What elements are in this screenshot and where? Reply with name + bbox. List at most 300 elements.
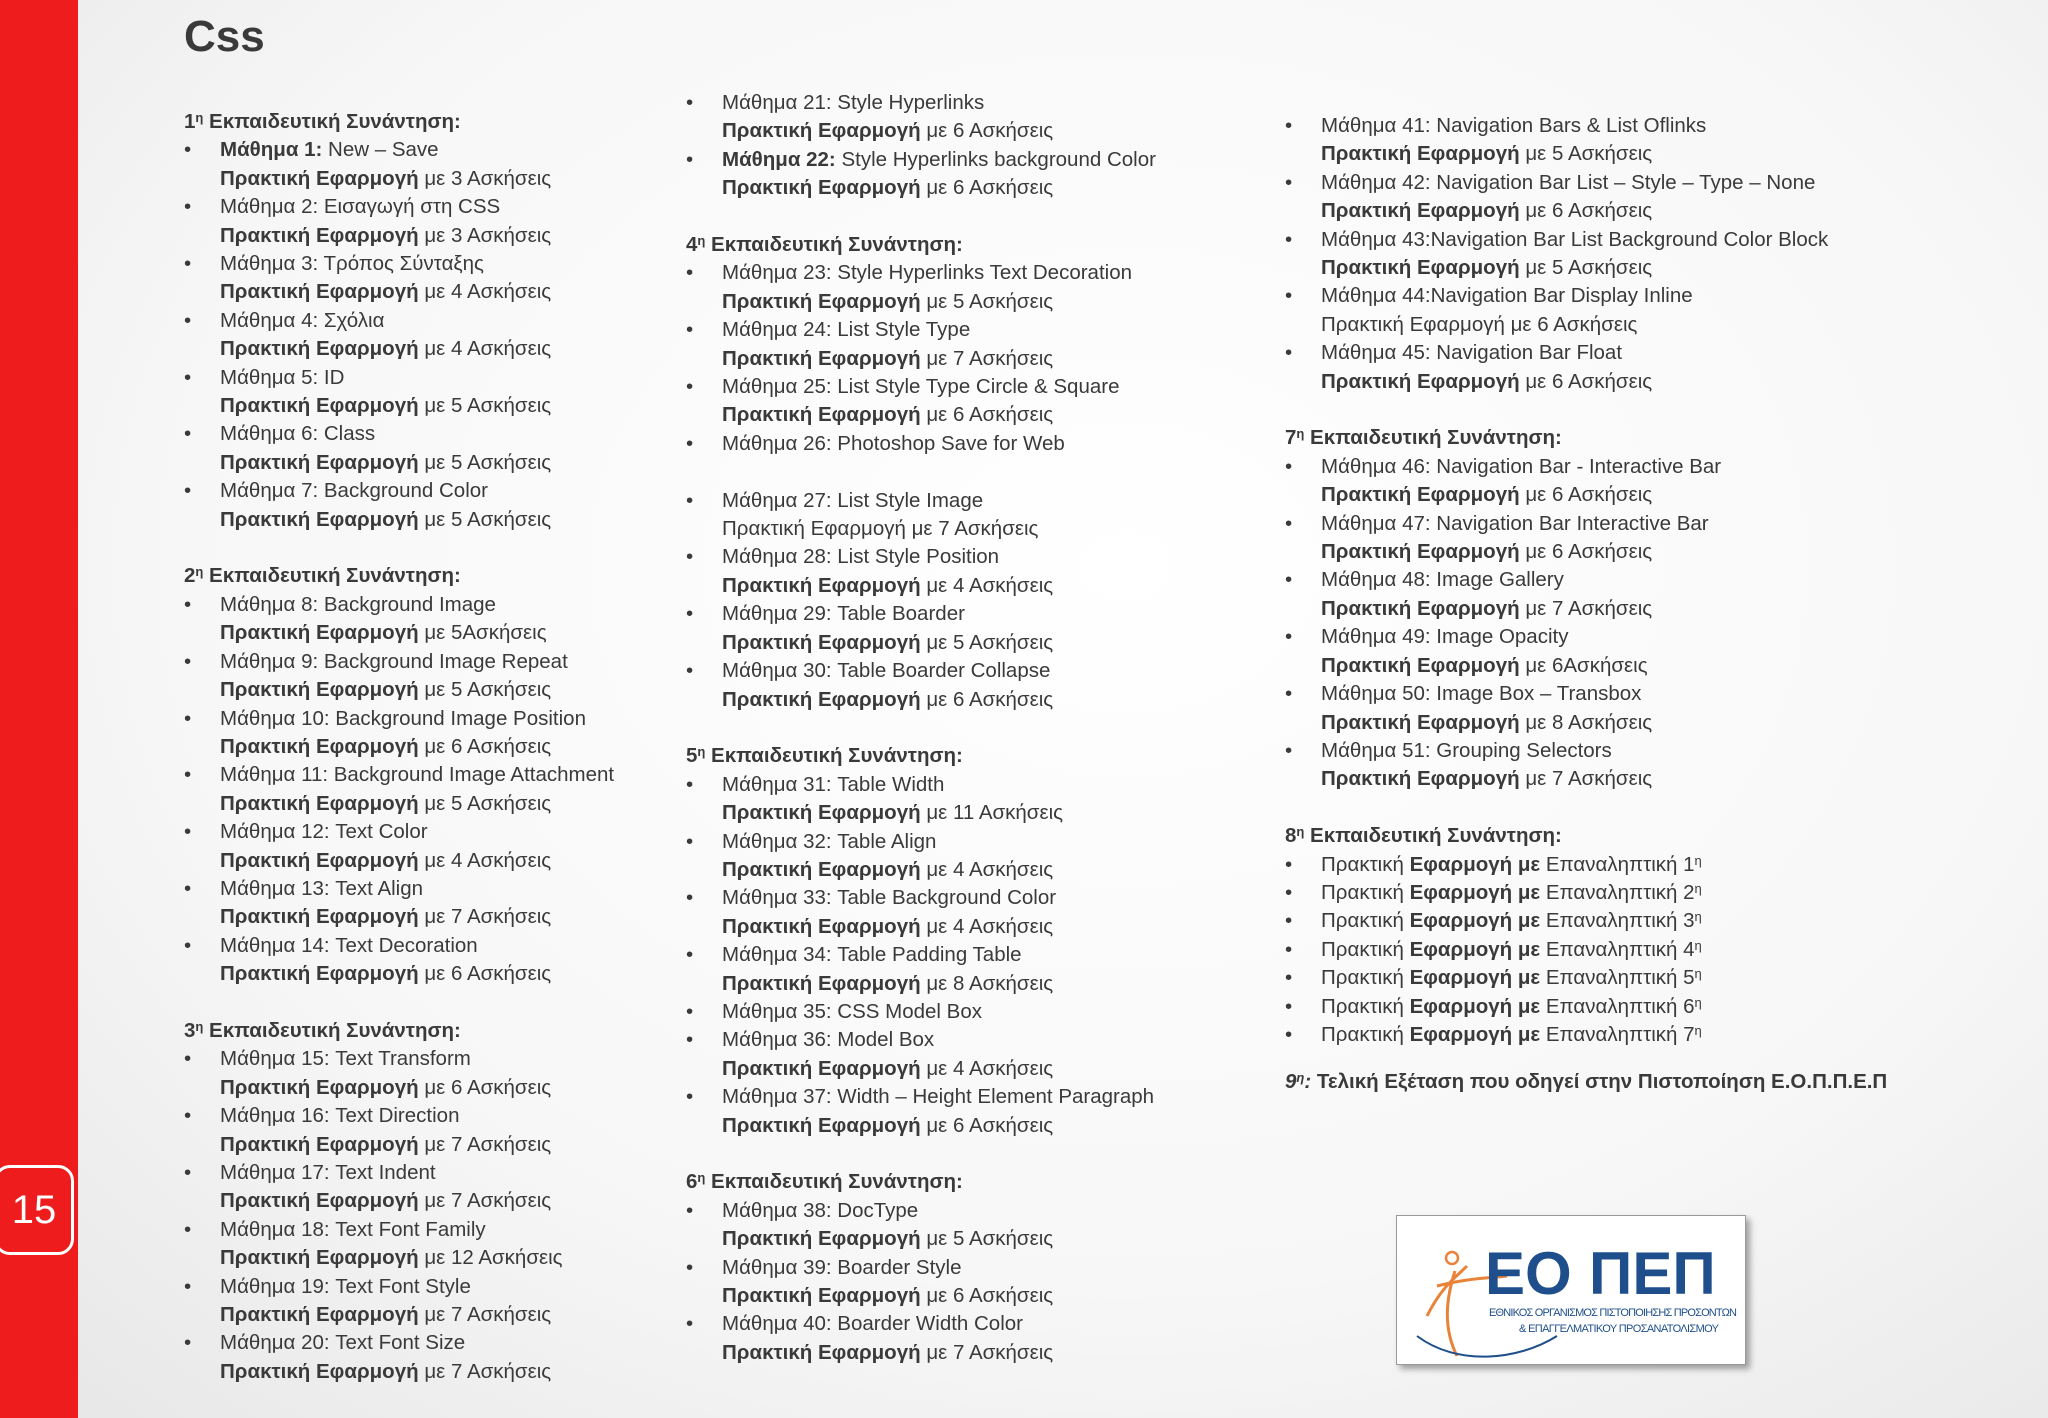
lesson-text: Μάθημα 41: Navigation Bars & List Oflinks xyxy=(1321,114,1707,137)
practice-line xyxy=(1321,652,2025,680)
lesson-title xyxy=(722,1083,1246,1111)
lesson-title xyxy=(1321,339,2025,367)
section-label: Εκπαιδευτική Συνάντηση: xyxy=(203,1018,461,1042)
list-item xyxy=(184,1273,684,1330)
review-label-c: Επαναληπτική xyxy=(1540,909,1684,933)
list-item xyxy=(1285,169,2025,226)
lesson-title xyxy=(722,373,1246,401)
review-label-a: Πρακτική xyxy=(1321,909,1410,933)
list-item xyxy=(184,307,684,364)
review-number: 7 xyxy=(1683,1022,1695,1046)
practice-line xyxy=(220,960,684,988)
lesson-title xyxy=(1321,623,2025,651)
practice-label: Πρακτική Εφαρμογή xyxy=(722,630,921,654)
lesson-text: Μάθημα 11: Background Image Attachment xyxy=(220,763,615,787)
section-label: Εκπαιδευτική Συνάντηση: xyxy=(203,110,461,133)
practice-label: Πρακτική Εφαρμογή xyxy=(220,678,419,702)
practice-label: Πρακτική Εφαρμογή xyxy=(722,289,921,313)
section-ordinal: η xyxy=(1296,426,1305,442)
lesson-text: Μάθημα 34: Table Padding Table xyxy=(722,943,1022,967)
list-item xyxy=(1285,226,2025,283)
review-ordinal: η xyxy=(1694,937,1702,953)
practice-count: με 6 Ασκήσεις xyxy=(926,176,1054,200)
section-label: Εκπαιδευτική Συνάντηση: xyxy=(705,744,963,768)
review-label-b: Εφαρμογή με xyxy=(1409,994,1541,1018)
lesson-title xyxy=(220,761,684,789)
page-number: 15 xyxy=(0,1165,74,1255)
lesson-text: Μάθημα 19: Text Font Style xyxy=(220,1274,471,1298)
lesson-text: Μάθημα 48: Image Gallery xyxy=(1321,568,1564,592)
list-item xyxy=(1285,623,2025,680)
lesson-title xyxy=(220,648,684,676)
spacer xyxy=(184,989,684,1017)
list-item xyxy=(686,657,1246,714)
list-item xyxy=(686,430,1246,458)
practice-count: με 4 Ασκήσεις xyxy=(926,573,1054,597)
review-ordinal: η xyxy=(1694,880,1702,896)
review-number: 6 xyxy=(1683,994,1695,1018)
review-label-a: Πρακτική xyxy=(1321,852,1410,876)
list-item xyxy=(184,364,684,421)
practice-count: με 5 Ασκήσεις xyxy=(926,630,1054,654)
logo-line-1: ΕΘΝΙΚΟΣ ΟΡΓΑΝΙΣΜΟΣ ΠΙΣΤΟΠΟΙΗΣΗΣ ΠΡΟΣΟΝΤΩΝ xyxy=(1489,1307,1737,1319)
practice-count: με 5 Ασκήσεις xyxy=(926,289,1054,313)
practice-count: με 6 Ασκήσεις xyxy=(1525,540,1653,564)
practice-count: με 7 Ασκήσεις xyxy=(424,1359,552,1383)
practice-line xyxy=(1321,254,2025,282)
review-label-b: Εφαρμογή με xyxy=(1409,1022,1541,1046)
lesson-title xyxy=(722,146,1246,174)
practice-label: Πρακτική Εφαρμογή xyxy=(220,848,419,872)
section-label: Εκπαιδευτική Συνάντηση: xyxy=(705,233,963,257)
practice-line xyxy=(220,222,684,250)
list-item xyxy=(686,998,1246,1026)
list-item xyxy=(1285,1021,2025,1049)
practice-line xyxy=(1321,311,2025,339)
lesson-title xyxy=(722,487,1246,515)
list-item xyxy=(686,1026,1246,1083)
lesson-title xyxy=(722,430,1246,458)
review-number: 5 xyxy=(1683,966,1695,990)
list-item xyxy=(184,136,684,193)
practice-label: Πρακτική Εφαρμογή xyxy=(1321,312,1505,336)
practice-line xyxy=(722,117,1246,145)
list-item xyxy=(686,487,1246,544)
list-item xyxy=(184,1329,684,1386)
lesson-text: Μάθημα 28: List Style Position xyxy=(722,545,1000,569)
page-title: Css xyxy=(184,12,265,61)
practice-line xyxy=(220,165,684,193)
practice-label: Πρακτική Εφαρμογή xyxy=(1321,653,1520,677)
lesson-title xyxy=(220,307,684,335)
lesson-title xyxy=(220,193,684,221)
practice-line xyxy=(722,629,1246,657)
practice-count: με 7 Ασκήσεις xyxy=(926,1340,1054,1364)
practice-label: Πρακτική Εφαρμογή xyxy=(722,517,906,541)
practice-count: με 7 Ασκήσεις xyxy=(926,346,1054,370)
practice-count: με 7 Ασκήσεις xyxy=(424,1189,552,1213)
section-heading xyxy=(184,1017,684,1045)
lesson-text: Μάθημα 26: Photoshop Save for Web xyxy=(722,431,1065,455)
practice-count: με 4 Ασκήσεις xyxy=(926,1056,1054,1080)
review-label-c: Επαναληπτική xyxy=(1540,880,1684,904)
practice-label: Πρακτική Εφαρμογή xyxy=(1321,369,1520,393)
column-1 xyxy=(184,108,684,1386)
list-item xyxy=(1285,879,2025,907)
practice-count: με 5 Ασκήσεις xyxy=(424,394,552,418)
practice-count: με 6 Ασκήσεις xyxy=(1525,199,1653,223)
lesson-text: Μάθημα 27: List Style Image xyxy=(722,488,984,512)
review-label-a: Πρακτική xyxy=(1321,1022,1410,1046)
list-item xyxy=(686,941,1246,998)
practice-line xyxy=(722,1282,1246,1310)
list-item xyxy=(184,648,684,705)
list-item xyxy=(184,761,684,818)
practice-count: με 6 Ασκήσεις xyxy=(424,962,552,986)
practice-count: με 7 Ασκήσεις xyxy=(1525,596,1653,620)
lesson-text: Μάθημα 12: Text Color xyxy=(220,820,428,844)
lesson-title xyxy=(220,420,684,448)
review-ordinal: η xyxy=(1694,966,1702,982)
practice-label: Πρακτική Εφαρμογή xyxy=(722,971,921,995)
lesson-title xyxy=(220,1273,684,1301)
section-heading xyxy=(1285,424,2025,452)
list-item xyxy=(1285,851,2025,879)
lesson-text: New – Save xyxy=(322,138,439,162)
practice-line xyxy=(1321,197,2025,225)
section-ordinal: η xyxy=(195,564,204,580)
practice-label: Πρακτική Εφαρμογή xyxy=(1321,256,1520,280)
lesson-text: Μάθημα 44:Navigation Bar Display Inline xyxy=(1321,284,1693,308)
practice-line xyxy=(722,1112,1246,1140)
lesson-text: Μάθημα 40: Boarder Width Color xyxy=(722,1312,1023,1336)
lesson-text: Μάθημα 45: Navigation Bar Float xyxy=(1321,341,1623,365)
lesson-title xyxy=(722,259,1246,287)
practice-label: Πρακτική Εφαρμογή xyxy=(1321,767,1520,791)
lesson-text: Μάθημα 36: Model Box xyxy=(722,1028,935,1052)
practice-line xyxy=(220,1187,684,1215)
section-number: 7 xyxy=(1285,426,1297,450)
lesson-text: Μάθημα 23: Style Hyperlinks Text Decoration xyxy=(722,261,1132,285)
lesson-text: Μάθημα 30: Table Boarder Collapse xyxy=(722,659,1051,683)
practice-label: Πρακτική Εφαρμογή xyxy=(220,337,419,361)
practice-label: Πρακτική Εφαρμογή xyxy=(722,1056,921,1080)
lesson-text: Μάθημα 47: Navigation Bar Interactive Bar xyxy=(1321,511,1709,535)
lesson-text: Μάθημα 14: Text Decoration xyxy=(220,933,478,957)
section-heading xyxy=(686,231,1246,259)
practice-label: Πρακτική Εφαρμογή xyxy=(220,166,419,190)
lesson-title xyxy=(722,316,1246,344)
practice-line xyxy=(1321,481,2025,509)
lesson-text: Μάθημα 35: CSS Model Box xyxy=(722,999,982,1023)
list-item xyxy=(686,884,1246,941)
practice-label: Πρακτική Εφαρμογή xyxy=(722,119,921,143)
review-label-a: Πρακτική xyxy=(1321,937,1410,961)
list-item xyxy=(1285,282,2025,339)
lesson-text: Μάθημα 3: Τρόπος Σύνταξης xyxy=(220,252,484,276)
practice-line xyxy=(220,676,684,704)
review-label-a: Πρακτική xyxy=(1321,880,1410,904)
review-ordinal: η xyxy=(1694,994,1702,1010)
practice-count: με 12 Ασκήσεις xyxy=(424,1246,563,1270)
practice-count: με 4 Ασκήσεις xyxy=(424,280,552,304)
lesson-text: Μάθημα 39: Boarder Style xyxy=(722,1255,962,1279)
lesson-title xyxy=(722,771,1246,799)
lesson-title xyxy=(1321,566,2025,594)
practice-line xyxy=(722,401,1246,429)
practice-count: με 4 Ασκήσεις xyxy=(424,848,552,872)
practice-count: με 5 Ασκήσεις xyxy=(424,507,552,531)
practice-line xyxy=(722,515,1246,543)
practice-line xyxy=(220,903,684,931)
lesson-title xyxy=(220,1102,684,1130)
lesson-text: Μάθημα 25: List Style Type Circle & Square xyxy=(722,375,1120,399)
practice-count: με 3 Ασκήσεις xyxy=(424,166,552,190)
practice-line xyxy=(1321,368,2025,396)
lesson-title xyxy=(1321,112,2025,140)
practice-label: Πρακτική Εφαρμογή xyxy=(1321,142,1520,166)
section-heading xyxy=(686,1168,1246,1196)
practice-line xyxy=(1321,538,2025,566)
practice-count: με 5 Ασκήσεις xyxy=(424,791,552,815)
practice-label: Πρακτική Εφαρμογή xyxy=(220,621,419,645)
lesson-title xyxy=(1321,680,2025,708)
list-item xyxy=(1285,964,2025,992)
lesson-title xyxy=(220,1159,684,1187)
practice-label: Πρακτική Εφαρμογή xyxy=(722,573,921,597)
lesson-text: Style Hyperlinks background Color xyxy=(835,147,1156,171)
list-item xyxy=(1285,680,2025,737)
review-label-a: Πρακτική xyxy=(1321,966,1410,990)
lesson-text: Μάθημα 24: List Style Type xyxy=(722,318,971,342)
practice-label: Πρακτική Εφαρμογή xyxy=(220,223,419,247)
review-label-c: Επαναληπτική xyxy=(1540,994,1684,1018)
lesson-title xyxy=(722,657,1246,685)
practice-count: με 6 Ασκήσεις xyxy=(1525,483,1653,507)
practice-line xyxy=(1321,709,2025,737)
section-heading xyxy=(184,562,684,590)
lesson-title xyxy=(220,1216,684,1244)
practice-label: Πρακτική Εφαρμογή xyxy=(722,687,921,711)
practice-line xyxy=(722,288,1246,316)
review-number: 2 xyxy=(1683,880,1695,904)
practice-line xyxy=(220,1301,684,1329)
review-number: 4 xyxy=(1683,937,1695,961)
lesson-title xyxy=(220,1045,684,1073)
list-item xyxy=(1285,907,2025,935)
list-item xyxy=(686,600,1246,657)
lesson-text: Μάθημα 50: Image Box – Transbox xyxy=(1321,682,1642,706)
review-label-c: Επαναληπτική xyxy=(1540,937,1684,961)
practice-count: με 7 Ασκήσεις xyxy=(911,517,1039,541)
list-item xyxy=(184,932,684,989)
lesson-text: Μάθημα 33: Table Background Color xyxy=(722,886,1057,910)
practice-line xyxy=(220,1244,684,1272)
practice-label: Πρακτική Εφαρμογή xyxy=(722,914,921,938)
practice-count: με 7 Ασκήσεις xyxy=(1525,767,1653,791)
lesson-title xyxy=(220,591,684,619)
lesson-text: Μάθημα 4: Σχόλια xyxy=(220,308,385,332)
list-item xyxy=(686,146,1246,203)
lesson-title xyxy=(722,884,1246,912)
lesson-text: Μάθημα 6: Class xyxy=(220,422,376,446)
practice-line xyxy=(220,392,684,420)
practice-label: Πρακτική Εφαρμογή xyxy=(220,1246,419,1270)
practice-count: με 6 Ασκήσεις xyxy=(926,403,1054,427)
final-ordinal: $9^\eta$: xyxy=(1285,1070,1312,1093)
practice-line xyxy=(1321,140,2025,168)
section-ordinal: η xyxy=(697,233,706,249)
practice-label: Πρακτική Εφαρμογή xyxy=(220,1359,419,1383)
list-item xyxy=(686,828,1246,885)
lesson-title xyxy=(220,818,684,846)
list-item xyxy=(1285,566,2025,623)
section-number: 4 xyxy=(686,233,698,257)
practice-count: με 5 Ασκήσεις xyxy=(1525,256,1653,280)
practice-count: με 11 Ασκήσεις xyxy=(926,801,1064,825)
lesson-title xyxy=(722,1026,1246,1054)
section-ordinal: η xyxy=(195,1018,204,1034)
practice-label: Πρακτική Εφαρμογή xyxy=(722,801,921,825)
spacer xyxy=(184,534,684,562)
lesson-text: Μάθημα 2: Εισαγωγή στη CSS xyxy=(220,195,501,219)
practice-count: με 6 Ασκήσεις xyxy=(424,734,552,758)
lesson-title xyxy=(722,1254,1246,1282)
practice-count: με 6 Ασκήσεις xyxy=(926,1284,1054,1307)
list-item xyxy=(184,477,684,534)
lesson-text: Μάθημα 15: Text Transform xyxy=(220,1047,471,1071)
practice-line xyxy=(220,449,684,477)
lesson-title xyxy=(722,941,1246,969)
section-number: 6 xyxy=(686,1170,698,1194)
practice-count: με 6 Ασκήσεις xyxy=(926,687,1054,711)
practice-count: με 6 Ασκήσεις xyxy=(926,1113,1054,1137)
practice-line xyxy=(220,733,684,761)
lesson-text: Μάθημα 31: Table Width xyxy=(722,772,945,796)
lesson-title xyxy=(722,543,1246,571)
practice-line xyxy=(722,799,1246,827)
lesson-title xyxy=(220,136,684,164)
spacer xyxy=(686,1140,1246,1168)
list-item xyxy=(184,250,684,307)
list-item xyxy=(184,193,684,250)
lesson-prefix: Μάθημα 22: xyxy=(722,147,836,171)
lesson-text: Μάθημα 17: Text Indent xyxy=(220,1161,436,1184)
practice-count: με 6 Ασκήσεις xyxy=(424,1075,552,1099)
lesson-text: Μάθημα 8: Background Image xyxy=(220,592,496,616)
lesson-text: Μάθημα 29: Table Boarder xyxy=(722,602,965,626)
spacer xyxy=(686,714,1246,742)
list-item xyxy=(686,771,1246,828)
practice-label: Πρακτική Εφαρμογή xyxy=(220,962,419,986)
review-label-c: Επαναληπτική xyxy=(1540,966,1684,990)
practice-line xyxy=(220,335,684,363)
final-text: Τελική Εξέταση που οδηγεί στην Πιστοποίηση Ε.Ο.Π.Π.Ε.Π xyxy=(1311,1070,1888,1093)
list-item xyxy=(1285,510,2025,567)
practice-count: με 6 Ασκήσεις xyxy=(926,119,1054,143)
practice-line xyxy=(722,1055,1246,1083)
review-number: 1 xyxy=(1683,852,1695,876)
practice-line xyxy=(220,1131,684,1159)
practice-label: Πρακτική Εφαρμογή xyxy=(220,1303,419,1327)
lesson-title xyxy=(722,998,1246,1026)
list-item xyxy=(686,259,1246,316)
lesson-text: Μάθημα 7: Background Color xyxy=(220,479,488,503)
practice-count: με 7 Ασκήσεις xyxy=(424,1132,552,1156)
lesson-text: Μάθημα 16: Text Direction xyxy=(220,1104,460,1128)
list-item xyxy=(184,705,684,762)
section-label: Εκπαιδευτική Συνάντηση: xyxy=(1304,824,1562,848)
review-label-c: Επαναληπτική xyxy=(1540,1022,1684,1046)
final-exam-line xyxy=(1285,1070,1887,1094)
practice-count: με 7 Ασκήσεις xyxy=(424,905,552,929)
practice-count: με 5 Ασκήσεις xyxy=(424,678,552,702)
practice-count: με 8 Ασκήσεις xyxy=(1525,710,1653,734)
list-item xyxy=(184,875,684,932)
lesson-text: Μάθημα 51: Grouping Selectors xyxy=(1321,738,1612,762)
list-item xyxy=(686,1310,1246,1367)
practice-line xyxy=(220,1358,684,1386)
section-number: 8 xyxy=(1285,824,1297,848)
lesson-title xyxy=(722,1310,1246,1338)
practice-count: με 6 Ασκήσεις xyxy=(1525,369,1653,393)
section-heading xyxy=(1285,822,2025,850)
spacer xyxy=(1285,396,2025,424)
lesson-text: Μάθημα 18: Text Font Family xyxy=(220,1217,486,1241)
section-heading xyxy=(184,108,684,136)
practice-label: Πρακτική Εφαρμογή xyxy=(722,1113,921,1137)
practice-line xyxy=(220,1074,684,1102)
list-item xyxy=(1285,339,2025,396)
list-item xyxy=(184,1216,684,1273)
logo-left-word: ΕΟ xyxy=(1485,1240,1572,1307)
practice-count: με 5 Ασκήσεις xyxy=(424,450,552,474)
practice-line xyxy=(1321,765,2025,793)
spacer xyxy=(686,203,1246,231)
practice-label: Πρακτική Εφαρμογή xyxy=(722,857,921,881)
lesson-title xyxy=(220,875,684,903)
section-heading xyxy=(686,742,1246,770)
review-ordinal: η xyxy=(1694,909,1702,925)
review-label-b: Εφαρμογή με xyxy=(1409,880,1541,904)
list-item xyxy=(184,1102,684,1159)
practice-label: Πρακτική Εφαρμογή xyxy=(722,176,921,200)
lesson-title xyxy=(220,364,684,392)
lesson-title xyxy=(1321,282,2025,310)
list-item xyxy=(686,373,1246,430)
practice-label: Πρακτική Εφαρμογή xyxy=(1321,483,1520,507)
practice-count: με 5Ασκήσεις xyxy=(424,621,547,645)
practice-label: Πρακτική Εφαρμογή xyxy=(220,905,419,929)
practice-line xyxy=(722,1339,1246,1367)
lesson-title xyxy=(1321,453,2025,481)
practice-count: με 5 Ασκήσεις xyxy=(926,1227,1054,1251)
practice-label: Πρακτική Εφαρμογή xyxy=(722,1284,921,1307)
lesson-title xyxy=(220,250,684,278)
practice-count: με 3 Ασκήσεις xyxy=(424,223,552,247)
practice-line xyxy=(722,913,1246,941)
practice-label: Πρακτική Εφαρμογή xyxy=(220,1132,419,1156)
section-number: 1 xyxy=(184,110,196,133)
practice-count: με 8 Ασκήσεις xyxy=(926,971,1054,995)
lesson-title xyxy=(220,705,684,733)
practice-line xyxy=(220,278,684,306)
section-ordinal: η xyxy=(195,110,204,125)
list-item xyxy=(686,1254,1246,1311)
section-label: Εκπαιδευτική Συνάντηση: xyxy=(203,564,461,588)
practice-count: με 6Ασκήσεις xyxy=(1525,653,1648,677)
column-3 xyxy=(1285,112,2025,1049)
